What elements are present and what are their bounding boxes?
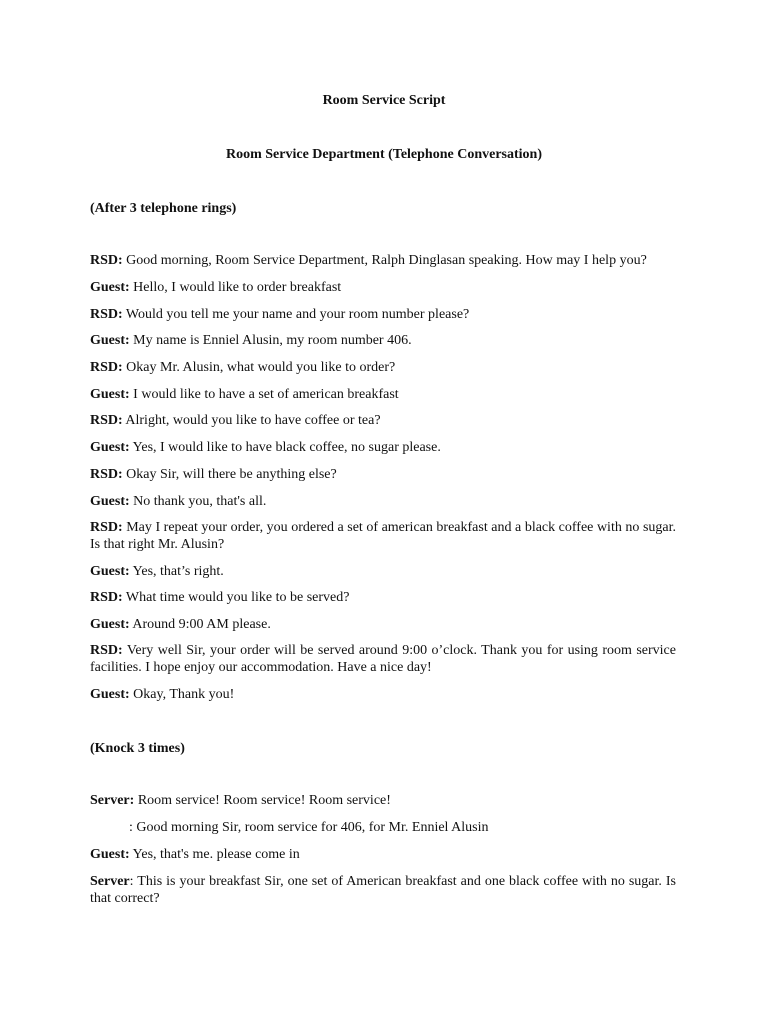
dialogue-line (90, 590, 676, 607)
speaker-label: Guest: (90, 564, 130, 579)
speaker-label: RSD: (90, 413, 123, 428)
speaker-label: RSD: (90, 520, 123, 535)
line-text: Yes, that's me. please come in (129, 847, 300, 862)
speaker-label: Guest: (90, 387, 130, 402)
line-text: : Good morning Sir, room service for 406, for Mr. Enniel Alusin (129, 820, 489, 835)
dialogue-line (90, 307, 676, 324)
line-text: Would you tell me your name and your room number please? (122, 307, 470, 322)
line-text: Around 9:00 AM please. (129, 617, 271, 632)
dialogue-line (90, 333, 676, 350)
dialogue-line (90, 617, 676, 634)
dialogue-line (90, 494, 676, 511)
speaker-label: Guest: (90, 617, 130, 632)
line-text: I would like to have a set of american breakfast (129, 387, 399, 402)
line-text: My name is Enniel Alusin, my room number 406. (129, 333, 412, 348)
dialogue-line (90, 793, 676, 810)
speaker-label: RSD: (90, 590, 123, 605)
stage-cue-phone: (After 3 telephone rings) (90, 201, 237, 216)
speaker-label: Guest: (90, 687, 130, 702)
line-text: Hello, I would like to order breakfast (129, 280, 342, 295)
line-text: Room service! Room service! Room service! (134, 793, 391, 808)
dialogue-line (90, 687, 676, 704)
speaker-label: RSD: (90, 643, 123, 658)
document-subtitle: Room Service Department (Telephone Conversation) (226, 147, 542, 162)
line-text: Very well Sir, your order will be served around 9:00 o’clock. Thank you for using room service facilities. I hope enjoy our accommodation. Have a nice day! (90, 643, 676, 675)
dialogue-line (90, 360, 676, 377)
document-title: Room Service Script (322, 93, 446, 108)
speaker-label: RSD: (90, 467, 123, 482)
speaker-label: Guest: (90, 847, 130, 862)
dialogue-line (90, 280, 676, 297)
dialogue-line (90, 520, 676, 553)
dialogue-line (129, 820, 676, 837)
dialogue-line (90, 874, 676, 907)
line-text: Okay, Thank you! (129, 687, 235, 702)
speaker-label: Server (90, 874, 130, 889)
line-text: Okay Sir, will there be anything else? (122, 467, 337, 482)
line-text: Yes, I would like to have black coffee, no sugar please. (129, 440, 441, 455)
line-text: Good morning, Room Service Department, Ralph Dinglasan speaking. How may I help you? (122, 253, 647, 268)
line-text: No thank you, that's all. (129, 494, 267, 509)
dialogue-line (90, 440, 676, 457)
line-text: What time would you like to be served? (122, 590, 350, 605)
speaker-label: Guest: (90, 333, 130, 348)
dialogue-line (90, 253, 676, 270)
line-text: May I repeat your order, you ordered a set of american breakfast and a black coffee with no sugar. Is that right Mr. Alusin? (90, 520, 676, 552)
speaker-label: RSD: (90, 307, 123, 322)
speaker-label: Guest: (90, 440, 130, 455)
dialogue-line (90, 413, 676, 430)
line-text: Okay Mr. Alusin, what would you like to order? (122, 360, 396, 375)
dialogue-line (90, 564, 676, 581)
speaker-label: Guest: (90, 280, 130, 295)
speaker-label: RSD: (90, 360, 123, 375)
speaker-label: Guest: (90, 494, 130, 509)
dialogue-line (90, 847, 676, 864)
speaker-label: Server: (90, 793, 135, 808)
dialogue-line (90, 467, 676, 484)
line-text: Yes, that’s right. (129, 564, 224, 579)
dialogue-line (90, 643, 676, 676)
line-text: : This is your breakfast Sir, one set of American breakfast and one black coffee with no sugar. Is that correct? (90, 874, 676, 906)
speaker-label: RSD: (90, 253, 123, 268)
line-text: Alright, would you like to have coffee or tea? (122, 413, 381, 428)
dialogue-line (90, 387, 676, 404)
stage-cue-knock: (Knock 3 times) (90, 741, 185, 756)
